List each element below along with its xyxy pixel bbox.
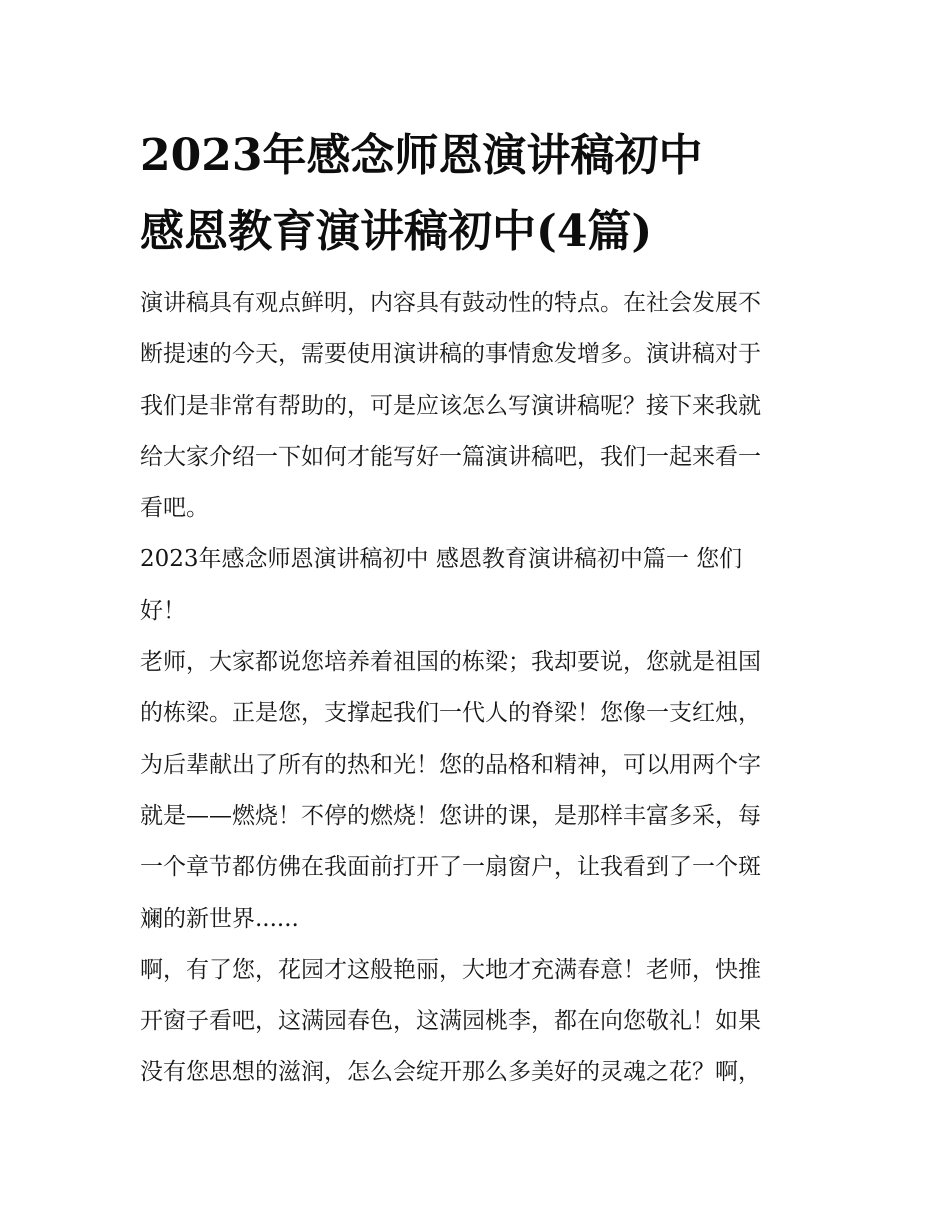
document-body (140, 278, 820, 1099)
body-line: 一个章节都仿佛在我面前打开了一扇窗户，让我看到了一个斑 (140, 854, 761, 881)
document-title (140, 118, 830, 270)
body-line: 断提速的今天，需要使用演讲稿的事情愈发增多。演讲稿对于 (140, 341, 761, 368)
body-line: 老师，大家都说您培养着祖国的栋梁；我却要说，您就是祖国 (140, 649, 761, 676)
body-line: 斓的新世界...... (140, 905, 299, 932)
body-line: 我们是非常有帮助的，可是应该怎么写演讲稿呢？接下来我就 (140, 392, 761, 419)
title-line: 2023年感念师恩演讲稿初中 (140, 130, 703, 181)
body-line: 开窗子看吧，这满园春色，这满园桃李，都在向您敬礼！如果 (140, 1008, 761, 1035)
body-line: 的栋梁。正是您，支撑起我们一代人的脊梁！您像一支红烛， (140, 700, 761, 727)
title-line: 感恩教育演讲稿初中(4篇) (140, 206, 653, 257)
body-line: 就是——燃烧！不停的燃烧！您讲的课，是那样丰富多采，每 (140, 802, 761, 829)
body-line: 好！ (140, 597, 186, 624)
body-line: 啊，有了您，花园才这般艳丽，大地才充满春意！老师，快推 (140, 956, 761, 983)
body-line: 看吧。 (140, 495, 209, 522)
body-line: 给大家介绍一下如何才能写好一篇演讲稿吧，我们一起来看一 (140, 443, 761, 470)
body-line: 为后辈献出了所有的热和光！您的品格和精神，可以用两个字 (140, 751, 761, 778)
body-line: 2023年感念师恩演讲稿初中 感恩教育演讲稿初中篇一 您们 (140, 546, 743, 573)
body-line: 没有您思想的滋润，怎么会绽开那么多美好的灵魂之花？啊， (140, 1059, 761, 1086)
body-line: 演讲稿具有观点鲜明，内容具有鼓动性的特点。在社会发展不 (140, 290, 761, 316)
